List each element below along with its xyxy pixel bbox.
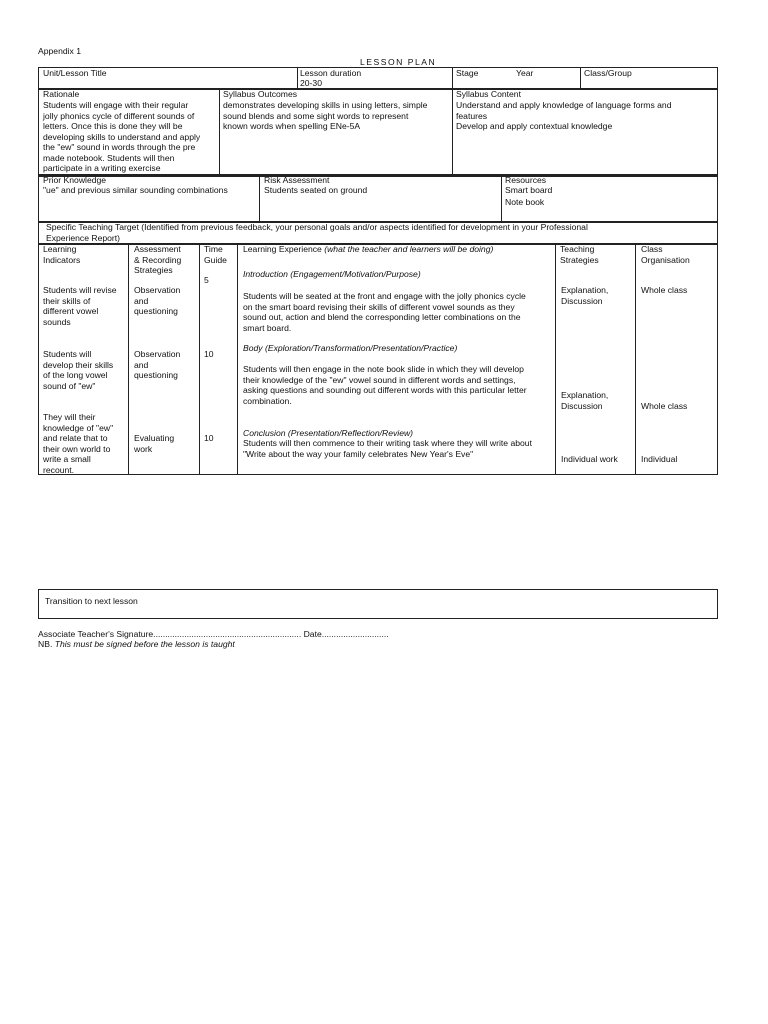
risk-assessment-label: Risk Assessment <box>264 175 330 185</box>
header-class-organisation: Class Organisation <box>641 244 690 265</box>
syllabus-outcomes-label: Syllabus Outcomes <box>223 89 298 99</box>
header-teaching-strategies: Teaching Strategies <box>560 244 599 265</box>
signature-line: Associate Teacher's Signature.............................................................. Date............................ <box>38 629 389 639</box>
resources-label: Resources <box>505 175 547 185</box>
conclusion-text: Students will then commence to their writing task where they will write about "Write about the way your family celebrates New Year's Eve" <box>243 438 532 459</box>
year-label: Year <box>516 68 534 78</box>
time-value: 5 <box>204 275 209 285</box>
lesson-duration-label: Lesson duration <box>300 68 362 78</box>
introduction-text: Students will be seated at the front and engage with the jolly phonics cycle on the smart board revising their skills of different vowel sounds as they sound out, action and blend the corresponding letter combinations on the smart board. <box>243 291 526 333</box>
organisation-item: Whole class <box>641 401 688 411</box>
syllabus-content-text: Understand and apply knowledge of language forms and features Develop and apply contextual knowledge <box>456 100 672 131</box>
strategy-item: Individual work <box>561 454 618 464</box>
risk-assessment-text: Students seated on ground <box>264 185 368 195</box>
transition-label: Transition to next lesson <box>45 596 138 606</box>
indicator-item: Students will develop their skills of the long vowel sound of "ew" <box>43 349 114 391</box>
transition-box <box>38 589 718 619</box>
time-value: 10 <box>204 349 214 359</box>
syllabus-outcomes-text: demonstrates developing skills in using letters, simple sound blends and some sight words to represent known words when spelling ENe-5A <box>223 100 428 131</box>
body-heading: Body (Exploration/Transformation/Presentation/Practice) <box>243 343 458 353</box>
signature-note: NB. This must be signed before the lesson is taught <box>38 639 235 649</box>
prior-knowledge-label: Prior Knowledge <box>43 175 107 185</box>
rationale-label: Rationale <box>43 89 80 99</box>
syllabus-content-label: Syllabus Content <box>456 89 521 99</box>
appendix-label: Appendix 1 <box>38 46 82 56</box>
organisation-item: Whole class <box>641 285 688 295</box>
page-title: LESSON PLAN <box>360 57 437 67</box>
unit-lesson-title-label: Unit/Lesson Title <box>43 68 107 78</box>
header-assessment: Assessment & Recording Strategies <box>134 244 182 275</box>
header-learning-indicators: Learning Indicators <box>43 244 81 265</box>
body-text: Students will then engage in the note book slide in which they will develop their knowledge of the "ew" vowel sound in different words and settings, asking questions and sounding out different words with this particular letter combination. <box>243 364 527 406</box>
assessment-item: Observation and questioning <box>134 349 181 380</box>
resources-list: Smart board Note book <box>505 185 553 207</box>
introduction-heading: Introduction (Engagement/Motivation/Purpose) <box>243 269 421 279</box>
strategy-item: Explanation, Discussion <box>561 390 609 411</box>
indicator-item: Students will revise their skills of different vowel sounds <box>43 285 117 327</box>
organisation-item: Individual <box>641 454 678 464</box>
prior-knowledge-row <box>38 175 718 222</box>
header-learning-experience: Learning Experience (what the teacher and learners will be doing) <box>243 244 494 254</box>
teaching-target-text: Specific Teaching Target (Identified from previous feedback, your personal goals and/or aspects identified for development in your Professional Experience Report) <box>46 222 588 243</box>
rationale-text: Students will engage with their regular jolly phonics cycle of different sounds of letters. Once this is done they will be developing skills to understand and apply the "ew" sound in words through the pre made notebook. Students will then participate in a writing exercise <box>43 100 201 173</box>
prior-knowledge-text: "ue" and previous similar sounding combinations <box>43 185 228 195</box>
lesson-duration-value: 20-30 <box>300 78 322 88</box>
indicator-item: They will their knowledge of "ew" and relate that to their own world to write a small recount. <box>43 412 114 475</box>
conclusion-heading: Conclusion (Presentation/Reflection/Review) <box>243 428 414 438</box>
strategy-item: Explanation, Discussion <box>561 285 609 306</box>
header-time-guide: Time Guide <box>204 244 227 265</box>
stage-label: Stage <box>456 68 479 78</box>
time-value: 10 <box>204 433 214 443</box>
assessment-item: Evaluating work <box>134 433 175 454</box>
class-group-label: Class/Group <box>584 68 632 78</box>
assessment-item: Observation and questioning <box>134 285 181 316</box>
